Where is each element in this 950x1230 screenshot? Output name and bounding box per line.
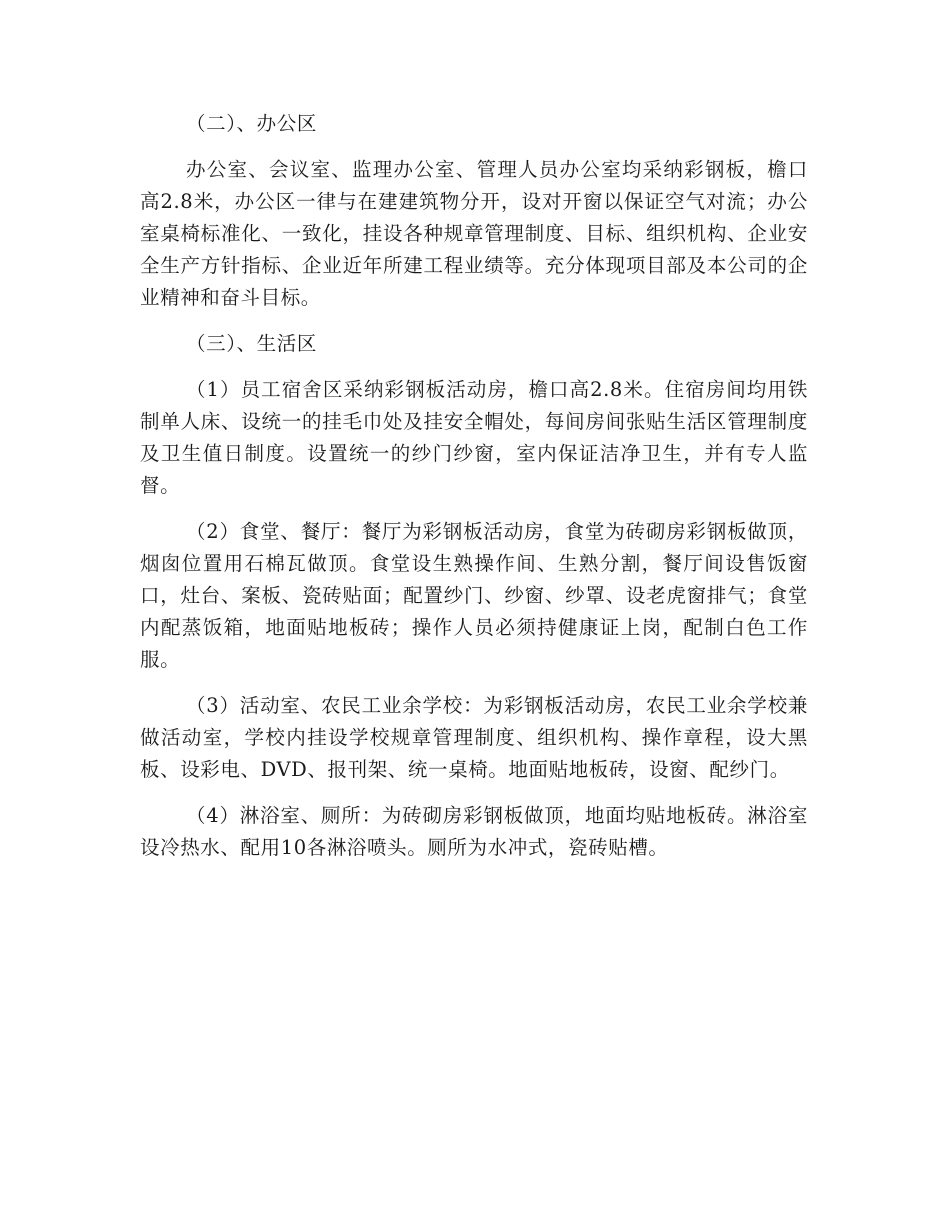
- section-heading-office: （二）、办公区: [186, 112, 317, 135]
- section-heading-living: （三）、生活区: [186, 332, 317, 355]
- paragraph-bathroom: （4）淋浴室、厕所：为砖砌房彩钢板做顶，地面均贴地板砖。淋浴室设冷热水、配用10各淋浴喷头。厕所为水冲式，瓷砖贴槽。: [140, 804, 808, 859]
- paragraph-office: 办公室、会议室、监理办公室、管理人员办公室均采纳彩钢板，檐口高2.8米，办公区一律与在建建筑物分开，设对开窗以保证空气对流；办公室桌椅标准化、一致化，挂设各种规章管理制度、目标、组织机构、企业安全生产方针指标、企业近年所建工程业绩等。充分体现项目部及本公司的企业精神和奋斗目标。: [140, 158, 808, 309]
- document-page: [140, 108, 808, 878]
- paragraph-activity-room: （3）活动室、农民工业余学校：为彩钢板活动房，农民工业余学校兼做活动室，学校内挂设学校规章管理制度、组织机构、操作章程，设大黑板、设彩电、DVD、报刊架、统一桌椅。地面贴地板砖，设窗、配纱门。: [140, 694, 808, 781]
- paragraph-dormitory: （1）员工宿舍区采纳彩钢板活动房，檐口高2.8米。住宿房间均用铁制单人床、设统一的挂毛巾处及挂安全帽处，每间房间张贴生活区管理制度及卫生值日制度。设置统一的纱门纱窗，室内保证洁净卫生，并有专人监督。: [140, 378, 808, 497]
- paragraph-canteen: （2）食堂、餐厅：餐厅为彩钢板活动房，食堂为砖砌房彩钢板做顶，烟囱位置用石棉瓦做顶。食堂设生熟操作间、生熟分割，餐厅间设售饭窗口，灶台、案板、瓷砖贴面；配置纱门、纱窗、纱罩、设老虎窗排气；食堂内配蒸饭箱，地面贴地板砖；操作人员必须持健康证上岗，配制白色工作服。: [140, 520, 808, 671]
